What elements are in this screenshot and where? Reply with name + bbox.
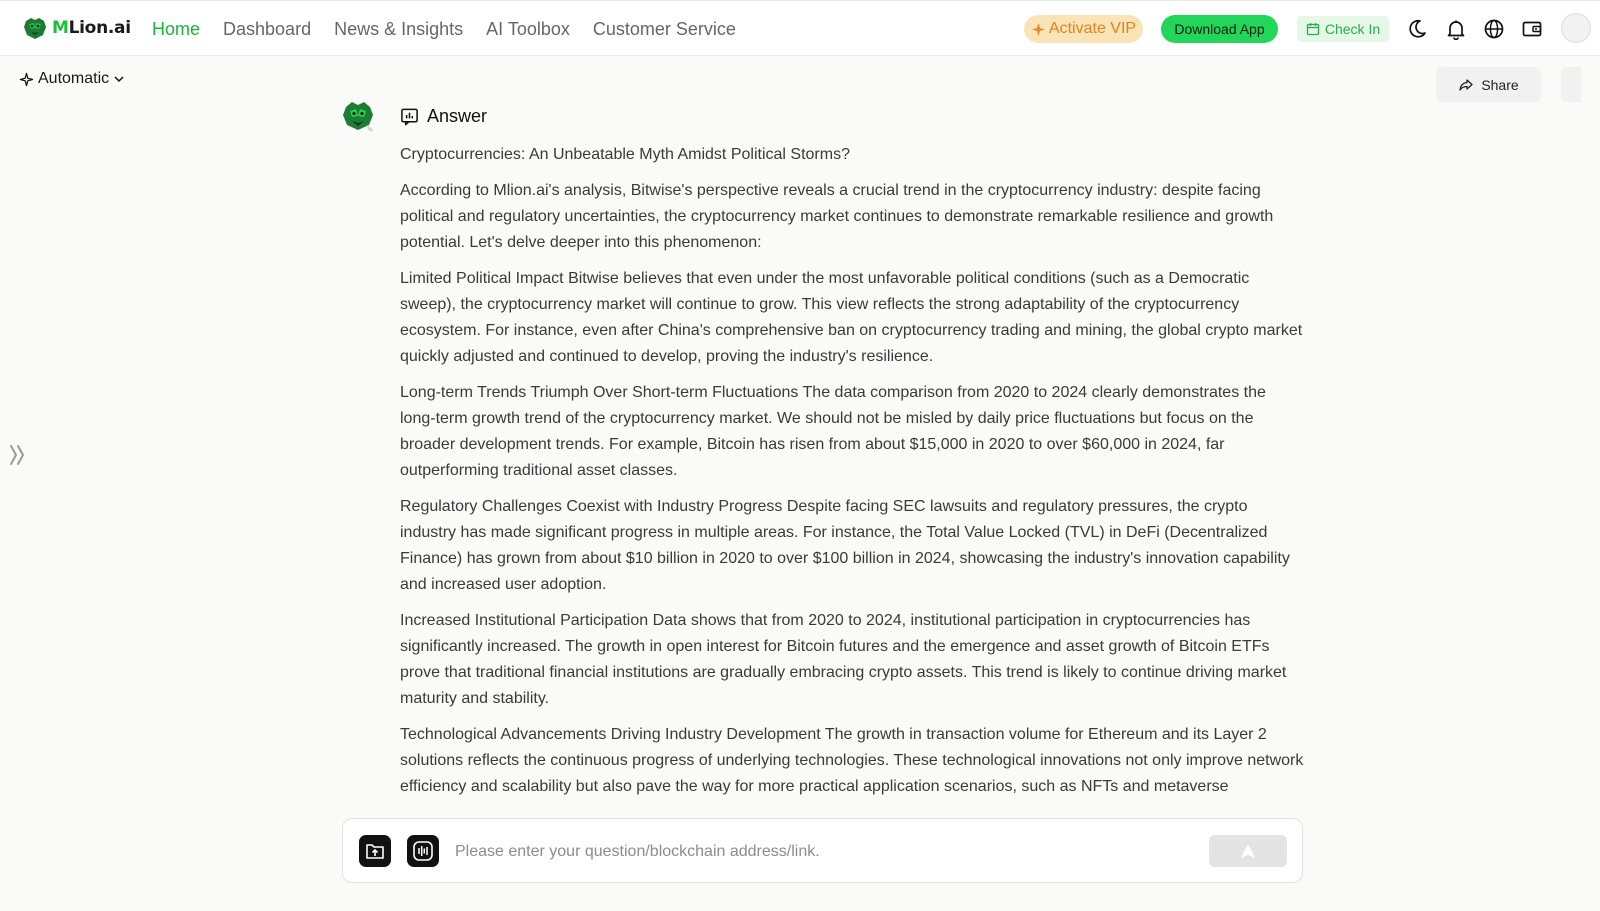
check-in-label: Check In <box>1324 21 1381 37</box>
mode-label: Automatic <box>38 70 110 87</box>
nav-news-insights[interactable]: News & Insights <box>334 19 464 39</box>
send-arrow-icon <box>1239 843 1257 859</box>
chart-message-icon <box>400 107 419 126</box>
side-panel-tab[interactable] <box>1561 67 1581 102</box>
nav-ai-toolbox[interactable]: AI Toolbox <box>486 19 570 39</box>
bell-icon[interactable] <box>1445 18 1467 40</box>
upload-file-button[interactable] <box>359 835 391 867</box>
answer-paragraph: Limited Political Impact Bitwise believes that even under the most unfavorable political conditions (such as a Democratic sweep), the cryptocurrency market will continue to grow. This view reflects the strong adaptability of the cryptocurrency ecosystem. For instance, even after China's comprehensive ban on cryptocurrency trading and mining, the global crypto market quickly adjusted and continued to develop, proving the industry's resilience. <box>400 270 1303 365</box>
expand-sidebar-icon[interactable] <box>8 441 28 469</box>
share-button[interactable] <box>1436 67 1541 102</box>
top-navigation-bar <box>0 0 1600 56</box>
question-input[interactable] <box>455 839 1195 865</box>
brand-name: MLion.ai <box>52 18 131 38</box>
answer-paragraph: Increased Institutional Participation Data shows that from 2020 to 2024, institutional participation in cryptocurrencies has significantly increased. The growth in open interest for Bitcoin futures and the emergence and asset growth of Bitcoin ETFs prove that traditional financial institutions are gradually embracing crypto assets. This trend is likely to continue driving market maturity and stability. <box>400 612 1287 707</box>
sparkle-icon <box>1031 22 1046 37</box>
nav-home[interactable]: Home <box>152 19 201 39</box>
answer-paragraph: Cryptocurrencies: An Unbeatable Myth Amidst Political Storms? <box>400 146 850 163</box>
voice-input-button[interactable] <box>407 835 439 867</box>
activate-vip-button[interactable] <box>1024 15 1143 43</box>
answer-paragraph: Long-term Trends Triumph Over Short-term Fluctuations The data comparison from 2020 to 2024 clearly demonstrates the long-term growth trend of the cryptocurrency market. We should not be misled by daily price fluctuations but focus on the broader development trends. For example, Bitcoin has risen from about $15,000 in 2020 to over $60,000 in 2024, far outperforming traditional asset classes. <box>400 384 1266 479</box>
assistant-avatar <box>341 99 375 133</box>
answer-content <box>400 142 1305 802</box>
waveform-icon <box>407 835 439 867</box>
lion-logo-icon <box>22 15 48 41</box>
upload-folder-icon <box>359 835 391 867</box>
send-button[interactable] <box>1209 835 1287 867</box>
wallet-icon[interactable] <box>1521 18 1543 40</box>
user-avatar-edge[interactable] <box>1561 13 1591 43</box>
answer-paragraph: Regulatory Challenges Coexist with Industry Progress Despite facing SEC lawsuits and regulatory pressures, the crypto industry has made significant progress in multiple areas. For instance, the Total Value Locked (TVL) in DeFi (Decentralized Finance) has grown from about $10 billion in 2020 to over $100 billion in 2024, showcasing the industry's innovation capability and increased user adoption. <box>400 498 1290 593</box>
check-in-button[interactable] <box>1297 16 1389 42</box>
answer-paragraph: Technological Advancements Driving Industry Development The growth in transaction volume for Ethereum and its Layer 2 solutions reflects the continuous progress of underlying technologies. These technological innovations not only improve network efficiency and scalability but also pave the way for more practical application scenarios, such as NFTs and metaverse <box>400 726 1304 795</box>
globe-icon[interactable] <box>1483 18 1505 40</box>
download-app-label: Download App <box>1174 21 1265 37</box>
activate-vip-label: Activate VIP <box>1048 20 1137 37</box>
chevron-down-icon <box>113 73 125 85</box>
nav-customer-service[interactable]: Customer Service <box>592 19 736 39</box>
share-label: Share <box>1481 76 1519 93</box>
answer-title: Answer <box>427 106 488 126</box>
mlion-logo[interactable] <box>22 15 131 41</box>
moon-icon[interactable] <box>1406 18 1428 40</box>
answer-paragraph: According to Mlion.ai's analysis, Bitwise's perspective reveals a crucial trend in the cryptocurrency industry: despite facing political and regulatory uncertainties, the cryptocurrency market continues to demonstrate remarkable resilience and growth potential. Let's delve deeper into this phenomenon: <box>400 182 1274 251</box>
mode-selector[interactable] <box>19 70 125 88</box>
share-arrow-icon <box>1458 77 1474 93</box>
calendar-icon <box>1306 22 1320 36</box>
nav-dashboard[interactable]: Dashboard <box>223 19 312 39</box>
question-composer <box>342 818 1303 883</box>
sparkle-outline-icon <box>19 72 34 87</box>
main-nav <box>152 19 736 40</box>
download-app-button[interactable] <box>1161 15 1278 43</box>
answer-header <box>400 106 487 127</box>
